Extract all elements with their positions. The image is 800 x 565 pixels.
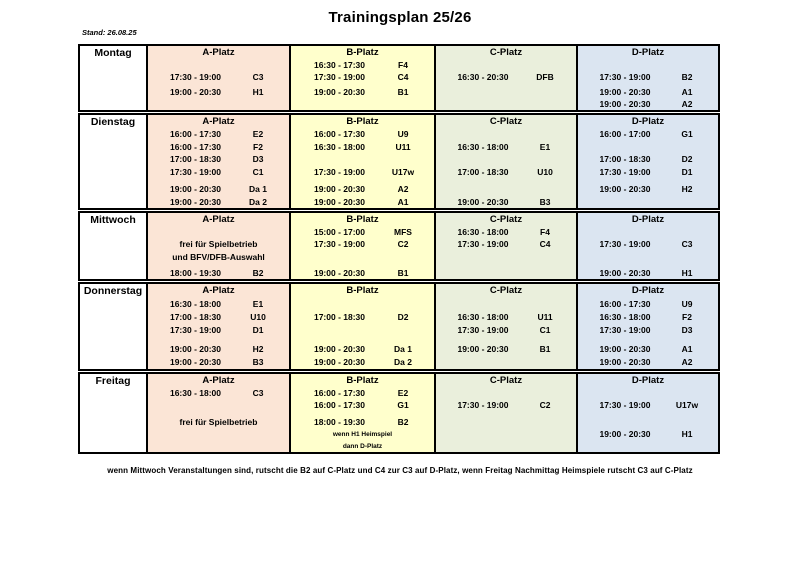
- empty-slot: [436, 440, 576, 452]
- entry-time: 17:30 - 19:00: [169, 324, 222, 335]
- entry-team-code: C1: [539, 324, 551, 335]
- empty-slot: [291, 323, 434, 336]
- entry-team-code: A2: [397, 184, 409, 195]
- entry-time: 17:00 - 18:30: [599, 154, 651, 165]
- schedule-entry: [291, 196, 434, 209]
- entry-team-code: D1: [252, 324, 264, 335]
- platz-header-b: B-Platz: [346, 285, 379, 296]
- entry-team-code: U9: [397, 129, 409, 140]
- entry-team-code: C4: [539, 239, 551, 250]
- day-name: Donnerstag: [83, 285, 143, 297]
- entry-team-code: A2: [681, 99, 693, 110]
- platz-header-b: B-Platz: [346, 214, 379, 225]
- entry-time: 16:00 - 17:30: [169, 129, 222, 140]
- schedule-entry: [291, 226, 434, 238]
- entry-time: 17:30 - 19:00: [599, 400, 651, 410]
- entry-team-code: Da 2: [249, 196, 267, 207]
- entry-team-code: H2: [681, 184, 693, 195]
- entry-team-code: C3: [681, 239, 693, 250]
- entry-team-code: B3: [252, 357, 264, 368]
- schedule-entry: [291, 166, 434, 179]
- entry-time: 19:00 - 20:30: [313, 184, 366, 195]
- entry-time: 16:00 - 17:30: [313, 400, 366, 410]
- platz-header-b: B-Platz: [346, 116, 379, 127]
- entry-team-code: D2: [681, 154, 693, 165]
- schedule-entry: [578, 166, 718, 179]
- platz-cell-d: [578, 46, 718, 110]
- empty-slot: [436, 251, 576, 263]
- platz-cell-a: [148, 284, 289, 369]
- entry-time: 17:30 - 19:00: [457, 400, 509, 410]
- platz-cell-d: [578, 374, 718, 452]
- entry-team-code: D3: [252, 154, 264, 165]
- schedule-entry: [291, 71, 434, 83]
- entry-team-code: Da 1: [394, 344, 412, 355]
- entry-team-code: H1: [681, 429, 693, 439]
- platz-header-a: A-Platz: [202, 47, 235, 58]
- schedule-entry: [291, 59, 434, 71]
- entry-team-code: F2: [682, 311, 692, 322]
- empty-slot: [578, 226, 718, 238]
- entry-team-code: A2: [681, 357, 693, 368]
- schedule-entry: [148, 153, 289, 166]
- schedule-entry: [291, 387, 434, 399]
- entry-time: 16:00 - 17:00: [599, 129, 651, 140]
- entry-time: 19:00 - 20:30: [599, 344, 651, 355]
- entry-time: 17:00 - 18:30: [457, 166, 509, 177]
- entry-time: 16:30 - 17:30: [313, 59, 366, 70]
- empty-slot: [291, 297, 434, 310]
- schedule-note: frei für Spielbetrieb: [179, 239, 258, 250]
- entry-team-code: B2: [252, 267, 264, 278]
- entry-team-code: C3: [252, 71, 264, 82]
- entry-time: 17:00 - 18:30: [313, 311, 366, 322]
- empty-slot: [291, 153, 434, 166]
- platz-header-b: B-Platz: [346, 375, 379, 386]
- entry-time: 16:30 - 18:00: [313, 141, 366, 152]
- platz-cell-c: [436, 374, 576, 452]
- schedule-entry: [148, 310, 289, 323]
- entry-team-code: G1: [397, 400, 409, 410]
- entry-time: 17:30 - 19:00: [169, 71, 222, 82]
- empty-slot: [436, 267, 576, 279]
- empty-slot: [578, 387, 718, 399]
- platz-header-a: A-Platz: [202, 375, 235, 386]
- schedule-entry: [291, 416, 434, 428]
- schedule-entry: [578, 267, 718, 279]
- entry-team-code: E2: [397, 388, 409, 398]
- entry-team-code: D3: [681, 324, 693, 335]
- platz-cell-a: [148, 374, 289, 452]
- entry-time: 15:00 - 17:00: [313, 227, 366, 238]
- entry-time: 16:00 - 17:30: [169, 141, 222, 152]
- schedule-entry: [436, 166, 576, 179]
- empty-slot: [578, 440, 718, 452]
- schedule-entry: [436, 196, 576, 209]
- entry-time: 17:30 - 19:00: [457, 239, 509, 250]
- entry-time: 19:00 - 20:30: [169, 357, 222, 368]
- empty-slot: [436, 428, 576, 440]
- day-row-freitag: [78, 372, 720, 454]
- entry-time: 19:00 - 20:30: [169, 344, 222, 355]
- entry-team-code: E2: [252, 129, 264, 140]
- entry-time: 17:30 - 19:00: [169, 166, 222, 177]
- entry-time: 17:30 - 19:00: [313, 166, 366, 177]
- schedule-entry: [436, 310, 576, 323]
- entry-time: 17:00 - 18:30: [169, 311, 222, 322]
- day-row-montag: [78, 44, 720, 112]
- schedule-entry: [578, 128, 718, 141]
- schedule-entry: [291, 141, 434, 154]
- day-label-cell: [80, 284, 146, 369]
- schedule-entry: [291, 183, 434, 196]
- schedule-note: und BFV/DFB-Auswahl: [172, 251, 265, 262]
- entry-team-code: C4: [397, 71, 409, 82]
- empty-slot: [436, 416, 576, 428]
- entry-time: 16:30 - 18:00: [169, 388, 222, 398]
- entry-team-code: F4: [540, 227, 550, 238]
- entry-team-code: U11: [537, 311, 553, 322]
- platz-header-a: A-Platz: [202, 285, 235, 296]
- empty-slot: [436, 153, 576, 166]
- schedule-entry: [436, 71, 576, 83]
- entry-team-code: E1: [252, 298, 264, 309]
- entry-time: 17:30 - 19:00: [599, 324, 651, 335]
- platz-header-a: A-Platz: [202, 214, 235, 225]
- entry-time: 19:00 - 20:30: [313, 344, 366, 355]
- entry-team-code: B1: [397, 87, 409, 98]
- footer-note: wenn Mittwoch Veranstaltungen sind, rutscht die B2 auf C-Platz und C4 zur C3 auf D-Platz, wenn Freitag Nachmittag Heimspiele rutscht C3 auf C-Platz: [107, 466, 693, 475]
- entry-time: 19:00 - 20:30: [599, 429, 651, 439]
- entry-time: 18:00 - 19:30: [169, 267, 222, 278]
- platz-cell-c: [436, 46, 576, 110]
- empty-slot: [148, 98, 289, 110]
- entry-time: 16:30 - 18:00: [599, 311, 651, 322]
- platz-header-c: C-Platz: [489, 375, 523, 386]
- entry-team-code: G1: [681, 129, 693, 140]
- entry-team-code: C3: [252, 388, 264, 398]
- entry-team-code: A1: [681, 344, 693, 355]
- entry-time: 16:00 - 17:30: [599, 298, 651, 309]
- platz-header-d: D-Platz: [631, 375, 665, 386]
- schedule-entry: [148, 128, 289, 141]
- platz-cell-b: [291, 115, 434, 208]
- schedule-entry: [148, 387, 289, 399]
- entry-time: 16:30 - 18:00: [457, 311, 509, 322]
- empty-slot: [436, 183, 576, 196]
- platz-cell-c: [436, 284, 576, 369]
- schedule-entry: [578, 356, 718, 369]
- schedule-entry: [578, 343, 718, 356]
- day-label-cell: [80, 115, 146, 208]
- schedule-entry: [578, 183, 718, 196]
- schedule-entry: [578, 310, 718, 323]
- empty-slot: [436, 87, 576, 99]
- empty-slot: [291, 98, 434, 110]
- entry-team-code: H1: [681, 267, 693, 278]
- platz-cell-b: [291, 284, 434, 369]
- schedule-entry: [578, 87, 718, 99]
- platz-cell-b: [291, 374, 434, 452]
- schedule-entry: [291, 87, 434, 99]
- empty-slot: [578, 59, 718, 71]
- empty-slot: [578, 251, 718, 263]
- entry-time: 17:30 - 19:00: [313, 239, 366, 250]
- entry-time: 17:00 - 18:30: [169, 154, 222, 165]
- schedule-entry: [148, 71, 289, 83]
- schedule-entry: [291, 310, 434, 323]
- entry-team-code: MFS: [394, 227, 412, 238]
- schedule-entry: [148, 297, 289, 310]
- entry-team-code: C1: [252, 166, 264, 177]
- entry-time: 16:30 - 20:30: [457, 71, 509, 82]
- schedule-entry: [148, 196, 289, 209]
- entry-team-code: C2: [397, 239, 409, 250]
- entry-time: 16:30 - 18:00: [457, 141, 509, 152]
- entry-team-code: D2: [397, 311, 409, 322]
- schedule-entry: [148, 323, 289, 336]
- entry-time: 17:30 - 19:00: [599, 71, 651, 82]
- empty-slot: [436, 98, 576, 110]
- page-title: Trainingsplan 25/26: [328, 9, 472, 26]
- platz-header-c: C-Platz: [489, 214, 523, 225]
- entry-time: 19:00 - 20:30: [599, 357, 651, 368]
- schedule-entry: [148, 183, 289, 196]
- entry-time: 17:30 - 19:00: [599, 166, 651, 177]
- entry-team-code: A1: [681, 87, 693, 98]
- entry-team-code: B3: [539, 196, 551, 207]
- entry-time: 19:00 - 20:30: [599, 184, 651, 195]
- entry-team-code: Da 2: [394, 357, 412, 368]
- entry-time: 19:00 - 20:30: [457, 196, 509, 207]
- platz-cell-a: [148, 213, 289, 279]
- schedule-entry: [578, 98, 718, 110]
- entry-team-code: Da 1: [249, 184, 267, 195]
- entry-team-code: B2: [681, 71, 693, 82]
- entry-time: 16:30 - 18:00: [457, 227, 509, 238]
- schedule-entry: [578, 399, 718, 411]
- entry-team-code: D1: [681, 166, 693, 177]
- schedule-entry: [148, 166, 289, 179]
- platz-cell-d: [578, 115, 718, 208]
- entry-team-code: A1: [397, 196, 409, 207]
- platz-cell-b: [291, 46, 434, 110]
- schedule-entry: [148, 356, 289, 369]
- entry-team-code: B1: [397, 267, 409, 278]
- schedule-note: dann D-Platz: [342, 442, 383, 450]
- platz-header-d: D-Platz: [631, 285, 665, 296]
- schedule-entry: [291, 267, 434, 279]
- schedule-note: frei für Spielbetrieb: [179, 417, 258, 427]
- entry-time: 18:00 - 19:30: [313, 417, 366, 427]
- platz-cell-d: [578, 284, 718, 369]
- schedule-entry: [291, 399, 434, 411]
- entry-time: 19:00 - 20:30: [599, 267, 651, 278]
- day-name: Mittwoch: [90, 214, 136, 226]
- entry-team-code: U9: [681, 298, 693, 309]
- platz-header-c: C-Platz: [489, 47, 523, 58]
- entry-team-code: DFB: [536, 71, 554, 82]
- schedule-entry: [148, 87, 289, 99]
- entry-time: 17:30 - 19:00: [313, 71, 366, 82]
- schedule-entry: [436, 141, 576, 154]
- platz-cell-a: [148, 46, 289, 110]
- entry-team-code: U17w: [391, 166, 415, 177]
- day-label-cell: [80, 46, 146, 110]
- platz-cell-a: [148, 115, 289, 208]
- entry-time: 17:30 - 19:00: [599, 239, 651, 250]
- empty-slot: [436, 297, 576, 310]
- platz-cell-c: [436, 213, 576, 279]
- schedule-table: [78, 44, 720, 455]
- platz-cell-b: [291, 213, 434, 279]
- entry-team-code: U10: [537, 166, 553, 177]
- entry-time: 19:00 - 20:30: [169, 87, 222, 98]
- schedule-entry: [578, 323, 718, 336]
- day-row-donnerstag: [78, 282, 720, 371]
- entry-team-code: F2: [253, 141, 263, 152]
- platz-cell-c: [436, 115, 576, 208]
- platz-header-b: B-Platz: [346, 47, 379, 58]
- empty-slot: [436, 387, 576, 399]
- day-name: Dienstag: [90, 116, 136, 128]
- platz-header-c: C-Platz: [489, 285, 523, 296]
- platz-cell-d: [578, 213, 718, 279]
- platz-header-d: D-Platz: [631, 47, 665, 58]
- day-name: Montag: [94, 47, 132, 59]
- schedule-entry: [148, 141, 289, 154]
- schedule-entry: [578, 428, 718, 440]
- schedule-entry: [578, 71, 718, 83]
- empty-slot: [148, 399, 289, 411]
- entry-time: 17:30 - 19:00: [457, 324, 509, 335]
- entry-time: 19:00 - 20:30: [599, 99, 651, 110]
- schedule-entry: [291, 238, 434, 250]
- empty-slot: [148, 59, 289, 71]
- entry-time: 16:00 - 17:30: [313, 129, 366, 140]
- entry-team-code: U17w: [675, 400, 699, 410]
- day-name: Freitag: [95, 375, 131, 387]
- day-label-cell: [80, 213, 146, 279]
- schedule-entry: [291, 356, 434, 369]
- entry-team-code: U11: [395, 141, 411, 152]
- empty-slot: [578, 196, 718, 209]
- entry-team-code: C2: [539, 400, 551, 410]
- schedule-entry: [578, 153, 718, 166]
- schedule-entry: [436, 226, 576, 238]
- platz-header-a: A-Platz: [202, 116, 235, 127]
- entry-time: 19:00 - 20:30: [457, 344, 509, 355]
- entry-time: 19:00 - 20:30: [313, 196, 366, 207]
- entry-team-code: H1: [252, 87, 264, 98]
- stand-date: Stand: 26.08.25: [82, 28, 137, 37]
- entry-team-code: E1: [539, 141, 551, 152]
- entry-time: 19:00 - 20:30: [169, 196, 222, 207]
- entry-time: 19:00 - 20:30: [313, 87, 366, 98]
- entry-team-code: B2: [397, 417, 409, 427]
- schedule-entry: [291, 128, 434, 141]
- schedule-entry: [578, 297, 718, 310]
- schedule-entry: [291, 343, 434, 356]
- empty-slot: [436, 356, 576, 369]
- platz-header-d: D-Platz: [631, 116, 665, 127]
- schedule-entry: [436, 323, 576, 336]
- empty-slot: [436, 128, 576, 141]
- schedule-entry: [578, 238, 718, 250]
- platz-header-c: C-Platz: [489, 116, 523, 127]
- day-row-mittwoch: [78, 211, 720, 281]
- day-label-cell: [80, 374, 146, 452]
- entry-time: 19:00 - 20:30: [169, 184, 222, 195]
- platz-header-d: D-Platz: [631, 214, 665, 225]
- entry-team-code: U10: [250, 311, 266, 322]
- entry-time: 16:30 - 18:00: [169, 298, 222, 309]
- entry-time: 19:00 - 20:30: [313, 267, 366, 278]
- entry-time: 19:00 - 20:30: [313, 357, 366, 368]
- empty-slot: [148, 428, 289, 440]
- schedule-note: wenn H1 Heimspiel: [332, 430, 393, 438]
- empty-slot: [291, 251, 434, 263]
- entry-time: 19:00 - 20:30: [599, 87, 651, 98]
- schedule-entry: [436, 399, 576, 411]
- empty-slot: [436, 59, 576, 71]
- schedule-entry: [148, 267, 289, 279]
- schedule-entry: [148, 343, 289, 356]
- entry-team-code: B1: [539, 344, 551, 355]
- empty-slot: [578, 141, 718, 154]
- entry-team-code: H2: [252, 344, 264, 355]
- schedule-entry: [436, 238, 576, 250]
- empty-slot: [578, 416, 718, 428]
- empty-slot: [148, 226, 289, 238]
- entry-team-code: F4: [398, 59, 408, 70]
- entry-time: 16:00 - 17:30: [313, 388, 366, 398]
- day-row-dienstag: [78, 113, 720, 210]
- schedule-entry: [436, 343, 576, 356]
- empty-slot: [148, 440, 289, 452]
